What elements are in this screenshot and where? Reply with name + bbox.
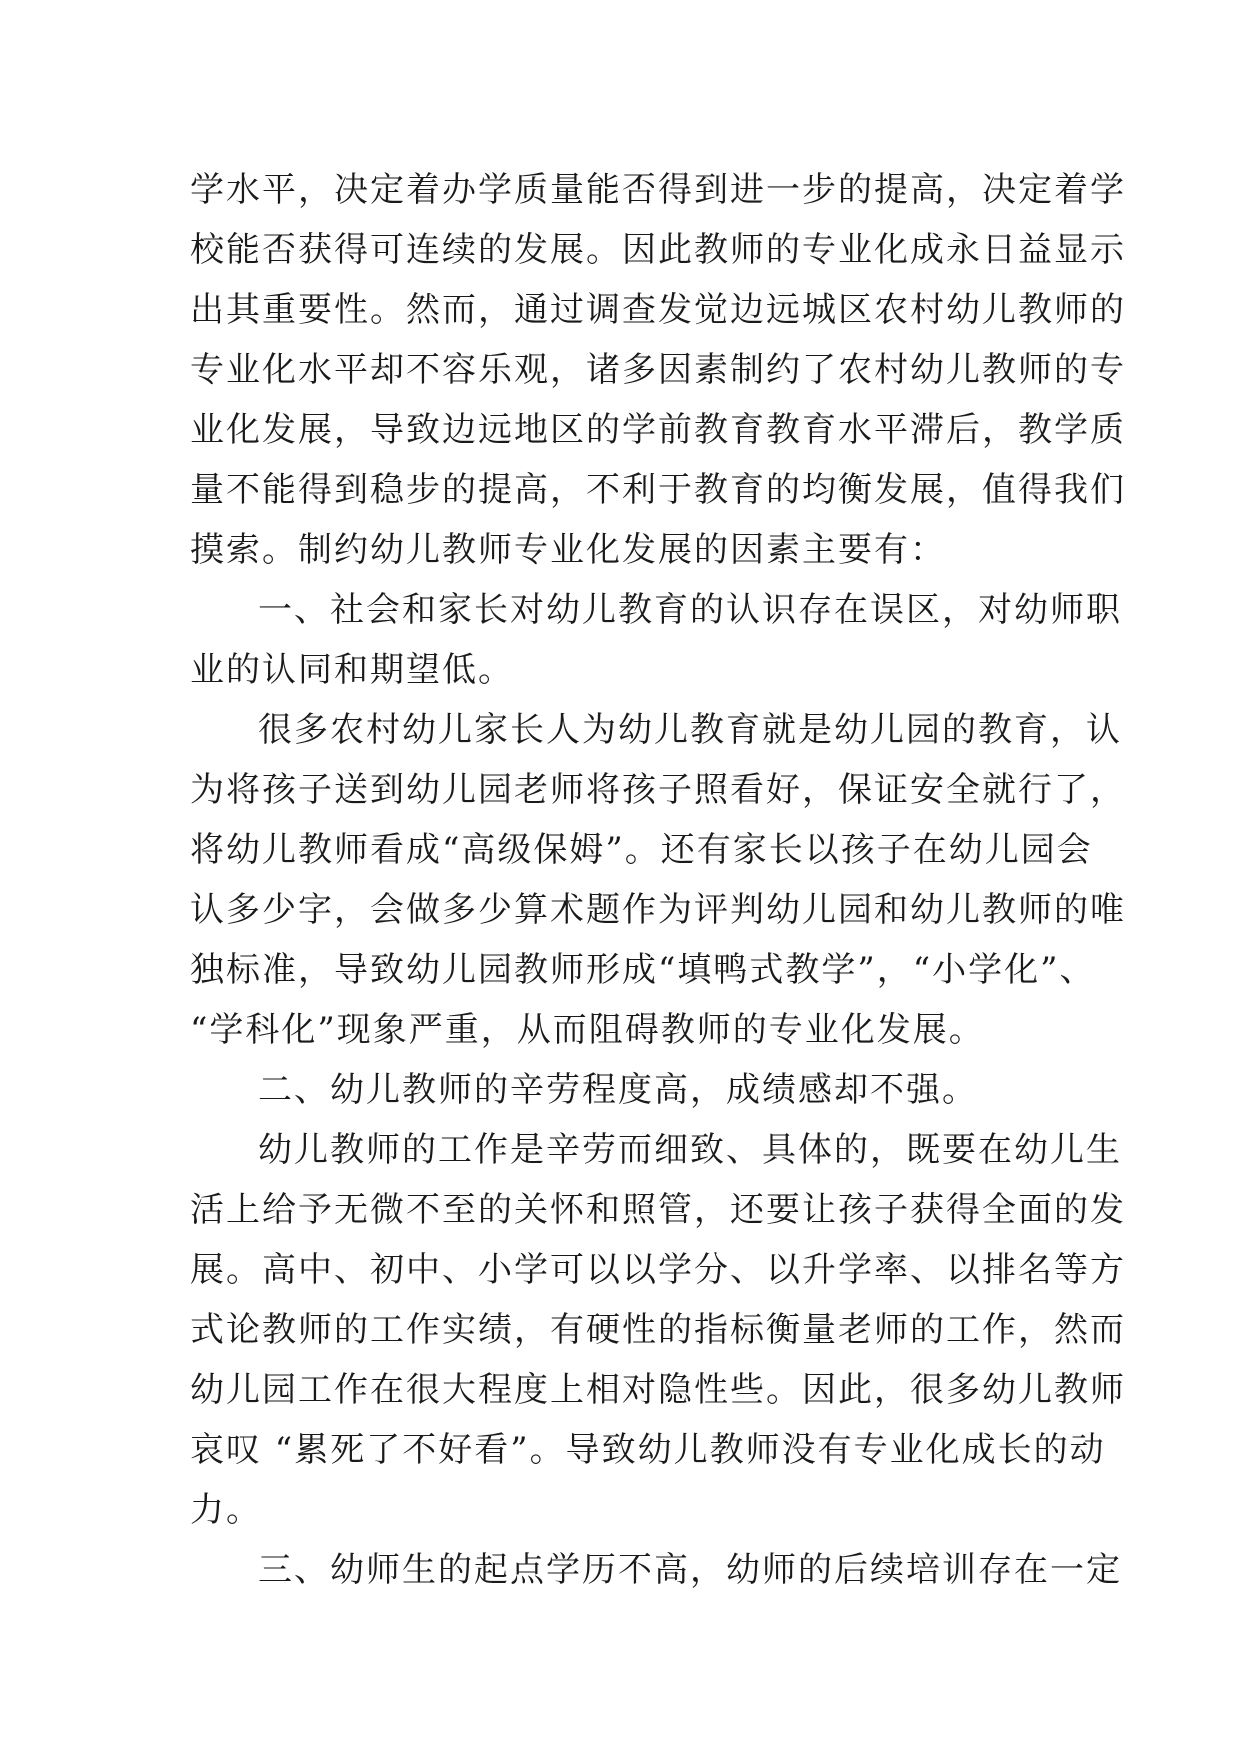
text-line: 学水平，决定着办学质量能否得到进一步的提高，决定着学 xyxy=(190,170,1126,210)
text-line: 摸索。制约幼儿教师专业化发展的因素主要有： xyxy=(190,530,946,570)
text-line: 独标准，导致幼儿园教师形成“填鸭式教学”，“小学化”、 xyxy=(190,950,1096,990)
text-line: 专业化水平却不容乐观，诸多因素制约了农村幼儿教师的专 xyxy=(190,350,1126,390)
text-line: 业的认同和期望低。 xyxy=(190,650,514,690)
text-line: 为将孩子送到幼儿园老师将孩子照看好，保证安全就行了， xyxy=(190,770,1126,810)
text-line: 将幼儿教师看成“高级保姆”。还有家长以孩子在幼儿园会 xyxy=(190,830,1093,870)
text-line: 幼儿教师的工作是辛劳而细致、具体的，既要在幼儿生 xyxy=(258,1130,1122,1170)
text-line: 一、社会和家长对幼儿教育的认识存在误区，对幼师职 xyxy=(258,590,1122,630)
text-line: 力。 xyxy=(190,1490,262,1530)
text-line: 式论教师的工作实绩，有硬性的指标衡量老师的工作，然而 xyxy=(190,1310,1126,1350)
text-line: 二、幼儿教师的辛劳程度高，成绩感却不强。 xyxy=(258,1070,978,1110)
text-line: 很多农村幼儿家长人为幼儿教育就是幼儿园的教育，认 xyxy=(258,710,1122,750)
text-line: 活上给予无微不至的关怀和照管，还要让孩子获得全面的发 xyxy=(190,1190,1126,1230)
body-text xyxy=(190,160,1126,1600)
text-line: 量不能得到稳步的提高，不利于教育的均衡发展，值得我们 xyxy=(190,470,1126,510)
text-line: 校能否获得可连续的发展。因此教师的专业化成永日益显示 xyxy=(190,230,1126,270)
text-line: “学科化”现象严重，从而阻碍教师的专业化发展。 xyxy=(190,1010,985,1050)
text-line: 三、幼师生的起点学历不高，幼师的后续培训存在一定 xyxy=(258,1550,1122,1590)
text-line: 展。高中、初中、小学可以以学分、以升学率、以排名等方 xyxy=(190,1250,1126,1290)
text-line: 认多少字，会做多少算术题作为评判幼儿园和幼儿教师的唯 xyxy=(190,890,1126,930)
text-line: 业化发展，导致边远地区的学前教育教育水平滞后，教学质 xyxy=(190,410,1126,450)
text-line: 哀叹 “累死了不好看”。导致幼儿教师没有专业化成长的动 xyxy=(190,1430,1106,1470)
text-line: 出其重要性。然而，通过调查发觉边远城区农村幼儿教师的 xyxy=(190,290,1126,330)
text-line: 幼儿园工作在很大程度上相对隐性些。因此，很多幼儿教师 xyxy=(190,1370,1126,1410)
